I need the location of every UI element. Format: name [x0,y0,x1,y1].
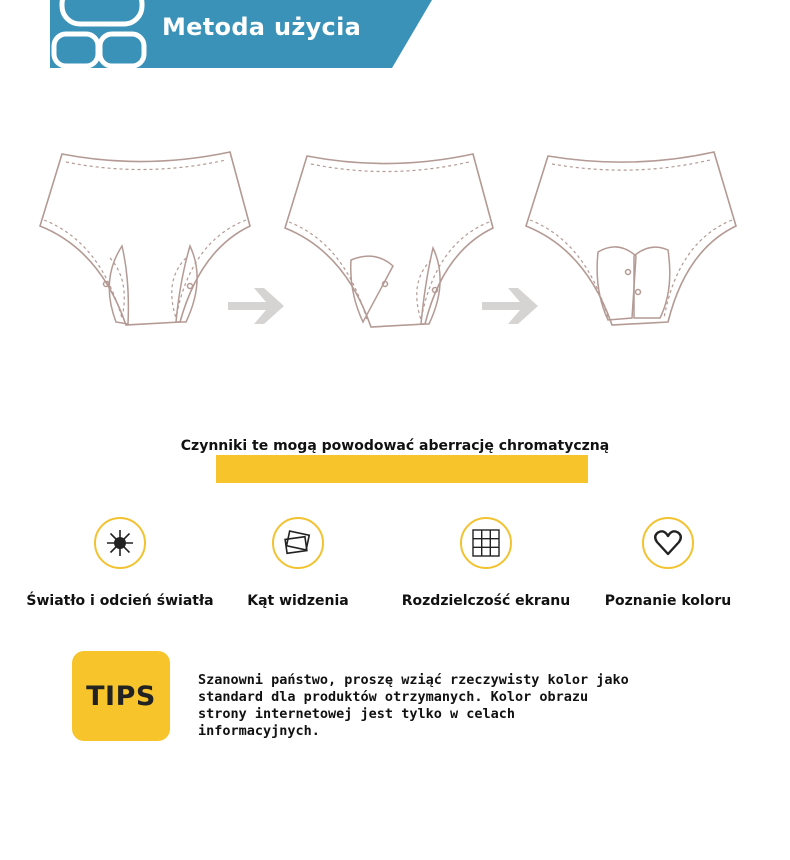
factors-heading: Czynniki te mogą powodować aberrację chromatyczną [180,438,610,454]
tips-text [198,672,638,740]
factors-highlight-bar [216,455,588,483]
factor-label: Poznanie koloru [604,593,732,609]
factor-viewing-angle [188,517,408,609]
factor-label: Światło i odcień światła [26,593,214,609]
factor-color-perception [558,517,778,609]
step-2-brief-icon [275,142,505,342]
tips-line: Szanowni państwo, proszę wziąć rzeczywisty kolor jako [198,672,629,688]
tips-line: strony internetowej jest tylko w celach informacyjnych. [198,706,515,739]
step-1-brief-icon [30,140,260,340]
factor-label: Rozdzielczość ekranu [401,593,571,609]
page-title: Metoda użycia [162,13,362,41]
heart-icon [642,517,694,569]
header-banner [0,0,790,72]
factor-label: Kąt widzenia [247,593,349,609]
sun-icon [94,517,146,569]
grid-icon [460,517,512,569]
tips-badge: TIPS [72,651,170,741]
tips-line: standard dla produktów otrzymanych. Kolor obrazu [198,689,589,705]
step-3-brief-icon [518,140,748,340]
usage-steps [0,140,790,340]
banner-graphic [0,0,790,72]
angle-icon [272,517,324,569]
